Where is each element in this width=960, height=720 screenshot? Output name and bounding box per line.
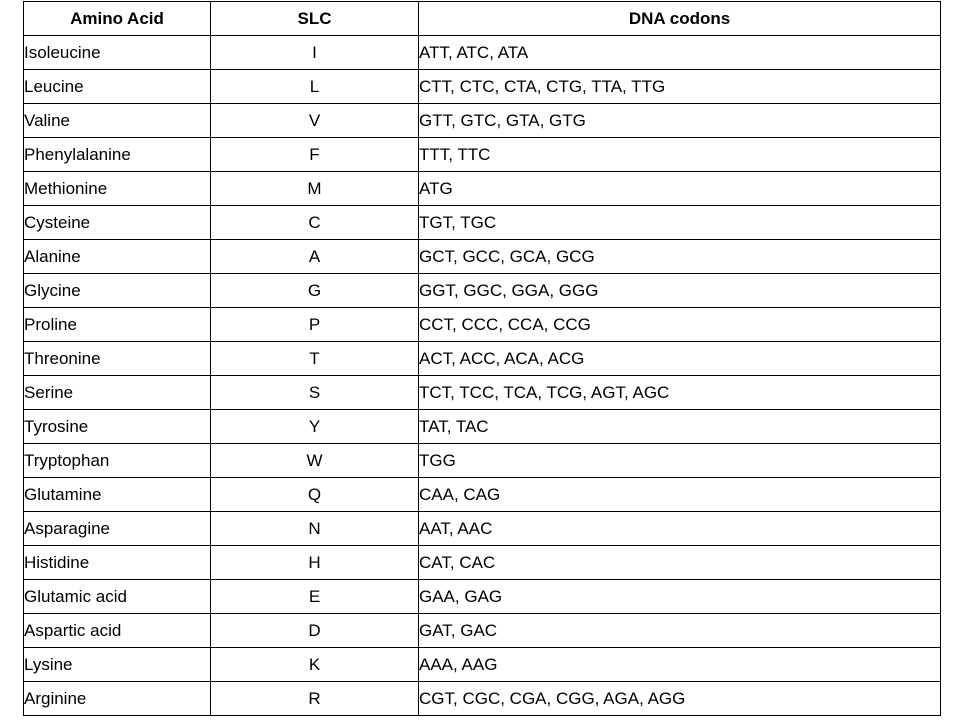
dna-codons-cell: CCT, CCC, CCA, CCG [419, 308, 941, 342]
amino-acid-codon-table [23, 1, 941, 716]
dna-codons-cell: CTT, CTC, CTA, CTG, TTA, TTG [419, 70, 941, 104]
slc-cell: S [211, 376, 419, 410]
slc-cell: R [211, 682, 419, 716]
table-row [24, 614, 941, 648]
amino-acid-cell: Proline [24, 308, 211, 342]
dna-codons-cell: GAA, GAG [419, 580, 941, 614]
table-row [24, 70, 941, 104]
header-slc: SLC [211, 2, 419, 36]
amino-acid-cell: Cysteine [24, 206, 211, 240]
table-row [24, 376, 941, 410]
slc-cell: K [211, 648, 419, 682]
dna-codons-cell: TTT, TTC [419, 138, 941, 172]
slc-cell: V [211, 104, 419, 138]
table-row [24, 512, 941, 546]
slc-cell: C [211, 206, 419, 240]
amino-acid-cell: Threonine [24, 342, 211, 376]
table-row [24, 138, 941, 172]
amino-acid-cell: Tyrosine [24, 410, 211, 444]
dna-codons-cell: AAA, AAG [419, 648, 941, 682]
table-row [24, 308, 941, 342]
amino-acid-cell: Aspartic acid [24, 614, 211, 648]
slc-cell: W [211, 444, 419, 478]
slc-cell: P [211, 308, 419, 342]
table-row [24, 444, 941, 478]
slc-cell: N [211, 512, 419, 546]
dna-codons-cell: TGT, TGC [419, 206, 941, 240]
dna-codons-cell: GAT, GAC [419, 614, 941, 648]
amino-acid-cell: Isoleucine [24, 36, 211, 70]
dna-codons-cell: ATG [419, 172, 941, 206]
amino-acid-cell: Arginine [24, 682, 211, 716]
table-body [24, 36, 941, 716]
dna-codons-cell: GCT, GCC, GCA, GCG [419, 240, 941, 274]
table-row [24, 580, 941, 614]
amino-acid-cell: Methionine [24, 172, 211, 206]
amino-acid-cell: Asparagine [24, 512, 211, 546]
amino-acid-cell: Alanine [24, 240, 211, 274]
slc-cell: A [211, 240, 419, 274]
slc-cell: F [211, 138, 419, 172]
amino-acid-cell: Histidine [24, 546, 211, 580]
dna-codons-cell: TAT, TAC [419, 410, 941, 444]
table-row [24, 240, 941, 274]
slc-cell: D [211, 614, 419, 648]
amino-acid-cell: Phenylalanine [24, 138, 211, 172]
dna-codons-cell: AAT, AAC [419, 512, 941, 546]
slc-cell: H [211, 546, 419, 580]
amino-acid-cell: Glycine [24, 274, 211, 308]
table-row [24, 478, 941, 512]
dna-codons-cell: CAT, CAC [419, 546, 941, 580]
dna-codons-cell: ACT, ACC, ACA, ACG [419, 342, 941, 376]
slc-cell: Y [211, 410, 419, 444]
dna-codons-cell: CGT, CGC, CGA, CGG, AGA, AGG [419, 682, 941, 716]
table-row [24, 36, 941, 70]
table-row [24, 546, 941, 580]
table-row [24, 104, 941, 138]
dna-codons-cell: CAA, CAG [419, 478, 941, 512]
dna-codons-cell: GGT, GGC, GGA, GGG [419, 274, 941, 308]
dna-codons-cell: TGG [419, 444, 941, 478]
slc-cell: M [211, 172, 419, 206]
table-row [24, 342, 941, 376]
table-row [24, 410, 941, 444]
slc-cell: L [211, 70, 419, 104]
slc-cell: I [211, 36, 419, 70]
amino-acid-cell: Tryptophan [24, 444, 211, 478]
table-row [24, 648, 941, 682]
amino-acid-cell: Valine [24, 104, 211, 138]
table-row [24, 172, 941, 206]
slc-cell: Q [211, 478, 419, 512]
amino-acid-cell: Leucine [24, 70, 211, 104]
dna-codons-cell: ATT, ATC, ATA [419, 36, 941, 70]
header-amino-acid: Amino Acid [24, 2, 211, 36]
slc-cell: G [211, 274, 419, 308]
amino-acid-cell: Glutamic acid [24, 580, 211, 614]
table-row [24, 206, 941, 240]
slc-cell: T [211, 342, 419, 376]
table-row [24, 682, 941, 716]
amino-acid-cell: Glutamine [24, 478, 211, 512]
table-header-row [24, 2, 941, 36]
dna-codons-cell: GTT, GTC, GTA, GTG [419, 104, 941, 138]
amino-acid-cell: Lysine [24, 648, 211, 682]
dna-codons-cell: TCT, TCC, TCA, TCG, AGT, AGC [419, 376, 941, 410]
amino-acid-cell: Serine [24, 376, 211, 410]
slc-cell: E [211, 580, 419, 614]
header-dna-codons: DNA codons [419, 2, 941, 36]
table-row [24, 274, 941, 308]
